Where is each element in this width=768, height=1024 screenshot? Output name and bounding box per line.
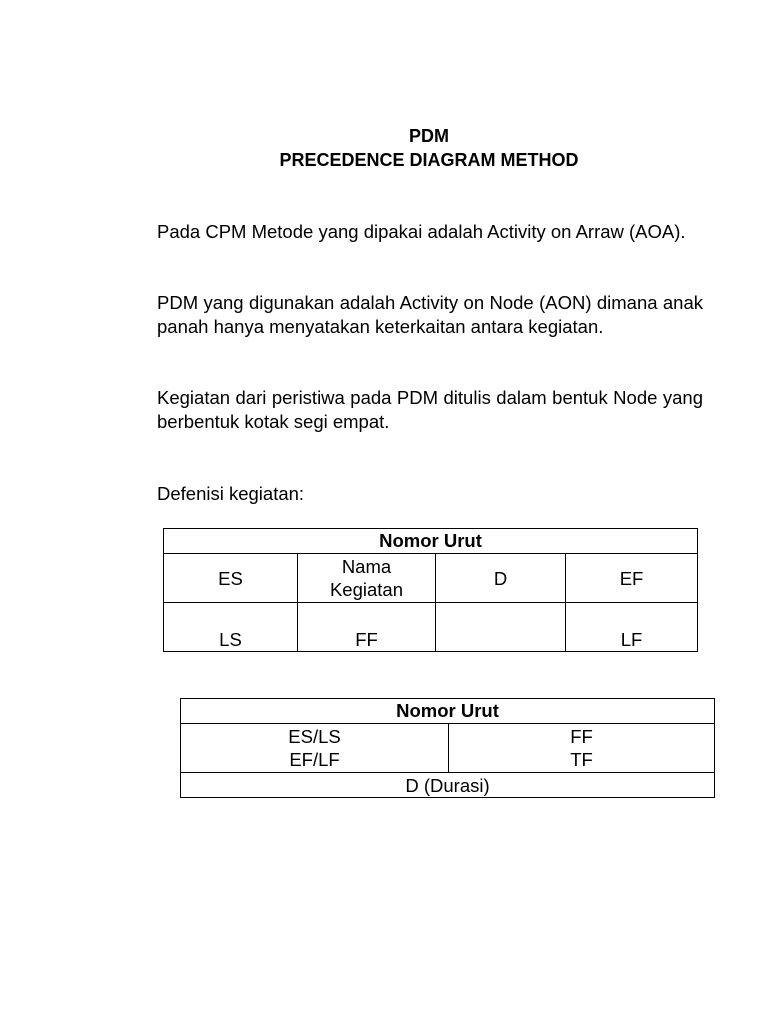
table2-ff-line: FF [570, 726, 593, 747]
node-definition-table-1 [163, 528, 698, 652]
table2-cell-ff-tf [449, 724, 715, 773]
table1-cell-ls: LS [164, 603, 298, 652]
paragraph-pdm-aon: PDM yang digunakan adalah Activity on Node (AON) dimana anak panah hanya menyatakan keterkaitan antara kegiatan. [157, 292, 703, 337]
table1-cell-lf: LF [566, 603, 698, 652]
table2-cell-es-ef [181, 724, 449, 773]
table2-ef-lf-line: EF/LF [289, 749, 340, 770]
document-subtitle: PRECEDENCE DIAGRAM METHOD [279, 150, 579, 170]
node-definition-table-2 [180, 698, 715, 798]
table1-cell-ef: EF [566, 554, 698, 603]
table1-cell-nama-kegiatan [298, 554, 436, 603]
document-title: PDM [409, 126, 449, 146]
table1-nama-line: Nama [341, 556, 392, 577]
table1-kegiatan-line: Kegiatan [329, 579, 404, 600]
table1-cell-empty [436, 603, 566, 652]
table1-header-nomor-urut: Nomor Urut [164, 529, 698, 554]
table2-es-ls-line: ES/LS [288, 726, 341, 747]
definition-label: Defenisi kegiatan: [157, 483, 305, 504]
table1-cell-es: ES [164, 554, 298, 603]
table2-header-nomor-urut: Nomor Urut [181, 699, 715, 724]
table1-cell-ff: FF [298, 603, 436, 652]
table2-tf-line: TF [570, 749, 593, 770]
table1-cell-d: D [436, 554, 566, 603]
table2-cell-durasi: D (Durasi) [181, 773, 715, 798]
paragraph-cpm: Pada CPM Metode yang dipakai adalah Activity on Arraw (AOA). [157, 221, 686, 242]
paragraph-node-shape: Kegiatan dari peristiwa pada PDM ditulis dalam bentuk Node yang berbentuk kotak segi empat. [157, 387, 703, 432]
